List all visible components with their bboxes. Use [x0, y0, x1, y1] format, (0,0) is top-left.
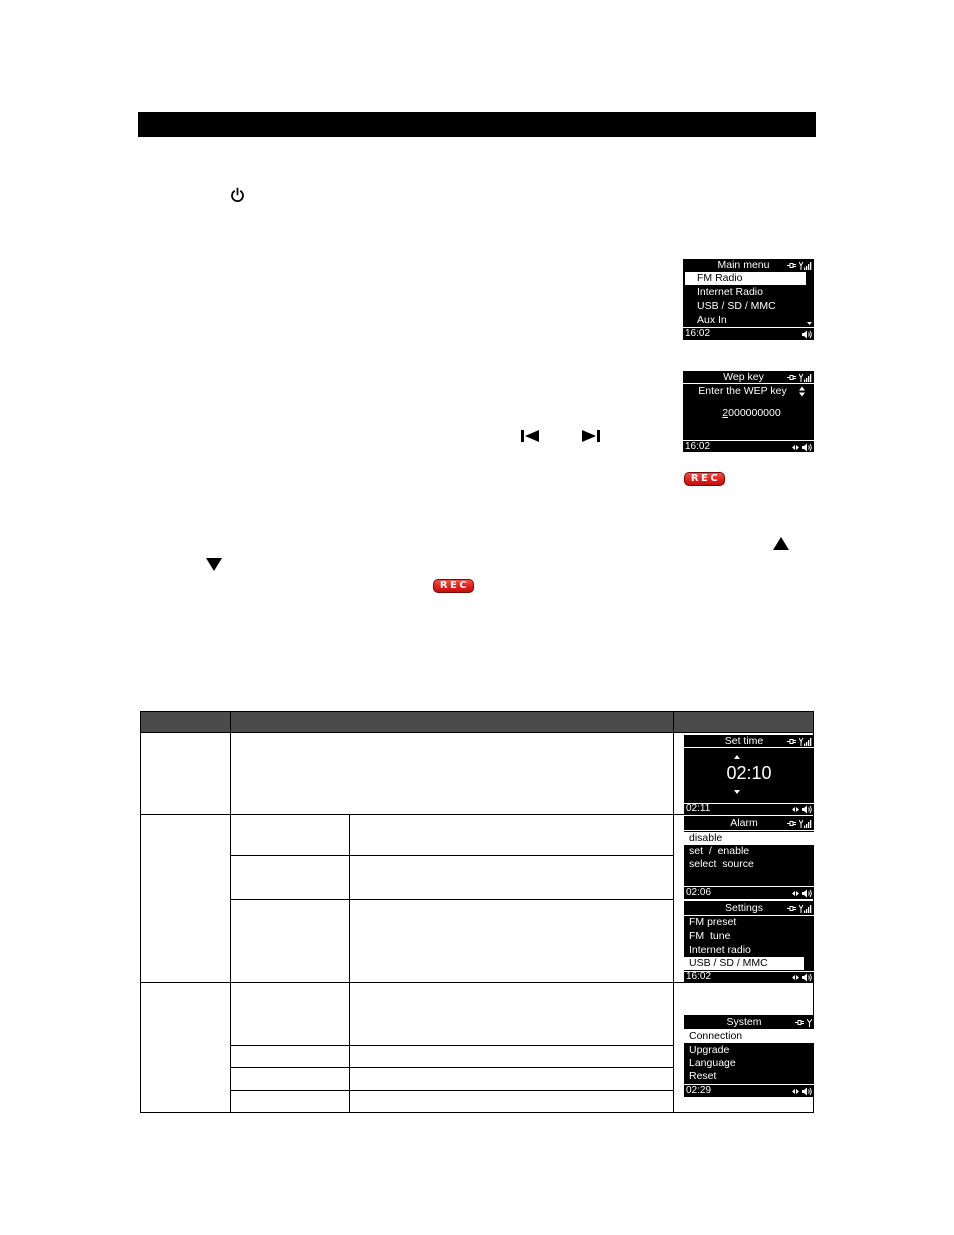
table-row-1-col-1 — [141, 733, 231, 815]
network-plug-icon — [787, 373, 796, 382]
lcd-top-status-icons — [787, 373, 812, 382]
network-plug-icon — [795, 1018, 804, 1027]
menu-item-connection: Connection — [684, 1030, 814, 1043]
network-plug-icon — [787, 904, 796, 913]
lcd-main-menu-screen — [683, 259, 814, 340]
table-row-3a-col-3 — [350, 983, 674, 1046]
network-plug-icon — [787, 737, 796, 746]
lcd-title: Alarm — [730, 817, 758, 829]
lcd-top-status-icons — [787, 737, 812, 746]
network-plug-icon — [787, 261, 796, 270]
lcd-alarm-screen — [684, 816, 814, 899]
lcd-wep-key-screen — [683, 371, 814, 452]
stereo-icon — [792, 889, 799, 898]
menu-item-fm-tune: FM tune — [689, 930, 731, 942]
table-row-3-col-1 — [141, 983, 231, 1113]
menu-item-disable: disable — [684, 832, 814, 845]
table-row-2a-col-3 — [350, 815, 674, 856]
table-row-3b-col-2 — [231, 1046, 350, 1068]
table-row-1-col-2 — [231, 733, 674, 815]
status-time: 16:02 — [686, 971, 712, 982]
menu-item-usb-sd-mmc: USB / SD / MMC — [684, 957, 804, 970]
table-row-2c-col-2 — [231, 900, 350, 983]
signal-strength-icon — [799, 261, 812, 270]
title-divider — [684, 747, 814, 748]
table-row-3a-col-2 — [231, 983, 350, 1046]
scroll-down-icon — [807, 322, 812, 325]
menu-item-upgrade: Upgrade — [689, 1044, 730, 1056]
lcd-top-status-icons — [787, 819, 812, 828]
lcd-bottom-status-icons — [792, 889, 812, 898]
lcd-settings-screen — [684, 901, 814, 982]
lcd-bottom-status-icons — [792, 973, 812, 982]
lcd-bottom-status-icons — [792, 1087, 812, 1096]
table-row-3c-col-3 — [350, 1068, 674, 1091]
stereo-icon — [792, 973, 799, 982]
signal-strength-icon — [799, 737, 812, 746]
section-header-bar — [138, 112, 816, 137]
volume-icon — [802, 889, 812, 898]
stereo-icon — [792, 805, 799, 814]
menu-item-select-source: select source — [689, 858, 754, 870]
table-row-3d-col-2 — [231, 1091, 350, 1113]
table-row-2c-col-3 — [350, 900, 674, 983]
wep-prompt: Enter the WEP key — [698, 385, 787, 397]
table-row-2b-col-3 — [350, 856, 674, 900]
status-time: 16:02 — [685, 441, 711, 452]
lcd-top-status-icons — [787, 904, 812, 913]
lcd-top-status-icons — [787, 261, 812, 270]
menu-item-usb-sd-mmc: USB / SD / MMC — [697, 300, 776, 312]
signal-strength-icon — [799, 373, 812, 382]
table-row-2-col-1 — [141, 815, 231, 983]
time-value: 02:10 — [726, 763, 772, 783]
menu-item-set-enable: set / enable — [689, 845, 750, 857]
network-plug-icon — [787, 819, 796, 828]
status-time: 02:11 — [686, 803, 711, 814]
stereo-icon — [792, 443, 799, 452]
volume-icon — [802, 805, 812, 814]
skip-next-icon — [581, 429, 601, 443]
title-divider — [683, 383, 814, 384]
stereo-icon — [792, 1087, 799, 1096]
table-row-3d-col-3 — [350, 1091, 674, 1113]
lcd-bottom-status-icons — [792, 443, 812, 452]
up-down-arrows-icon — [799, 386, 805, 397]
arrow-down-icon — [206, 558, 222, 571]
volume-icon — [802, 330, 812, 339]
rec-button-badge: REC — [684, 472, 725, 486]
volume-icon — [802, 443, 812, 452]
lcd-bottom-status-icons — [792, 805, 812, 814]
rec-button-badge: REC — [433, 579, 474, 593]
menu-item-language: Language — [689, 1057, 736, 1069]
status-time: 02:29 — [686, 1085, 712, 1096]
lcd-set-time-screen — [684, 735, 814, 814]
title-divider — [684, 830, 814, 831]
table-header-col-2 — [231, 712, 674, 733]
menu-item-reset: Reset — [689, 1070, 717, 1082]
table-row-2a-col-2 — [231, 815, 350, 856]
table-row-3c-col-2 — [231, 1068, 350, 1091]
lcd-top-status-icons — [795, 1018, 812, 1027]
increase-arrow-icon — [734, 755, 740, 759]
lcd-system-screen — [684, 1015, 814, 1097]
lcd-bottom-status-icons — [802, 330, 812, 339]
lcd-title: Settings — [725, 902, 763, 914]
lcd-title: System — [726, 1016, 762, 1028]
lcd-title: Set time — [724, 735, 764, 747]
signal-strength-icon — [799, 904, 812, 913]
wep-key-value: 2000000000 — [722, 407, 781, 419]
antenna-icon — [807, 1018, 812, 1027]
decrease-arrow-icon — [734, 790, 740, 794]
status-time: 16:02 — [685, 328, 711, 339]
volume-icon — [802, 1087, 812, 1096]
arrow-up-icon — [773, 537, 789, 550]
skip-previous-icon — [520, 429, 540, 443]
menu-item-internet-radio: Internet Radio — [697, 286, 763, 298]
signal-strength-icon — [799, 819, 812, 828]
volume-icon — [802, 973, 812, 982]
lcd-title: Main menu — [717, 259, 770, 271]
table-row-2b-col-2 — [231, 856, 350, 900]
menu-item-fm-preset: FM preset — [689, 916, 737, 928]
menu-item-fm-radio: FM Radio — [685, 272, 806, 285]
table-header-col-1 — [141, 712, 231, 733]
power-icon — [230, 187, 245, 203]
menu-item-internet-radio: Internet radio — [689, 944, 751, 956]
table-header-col-3 — [674, 712, 814, 733]
lcd-title: Wep key — [723, 371, 764, 383]
status-time: 02:06 — [686, 887, 712, 898]
menu-item-aux-in: Aux In — [697, 314, 727, 326]
table-row-3b-col-3 — [350, 1046, 674, 1068]
